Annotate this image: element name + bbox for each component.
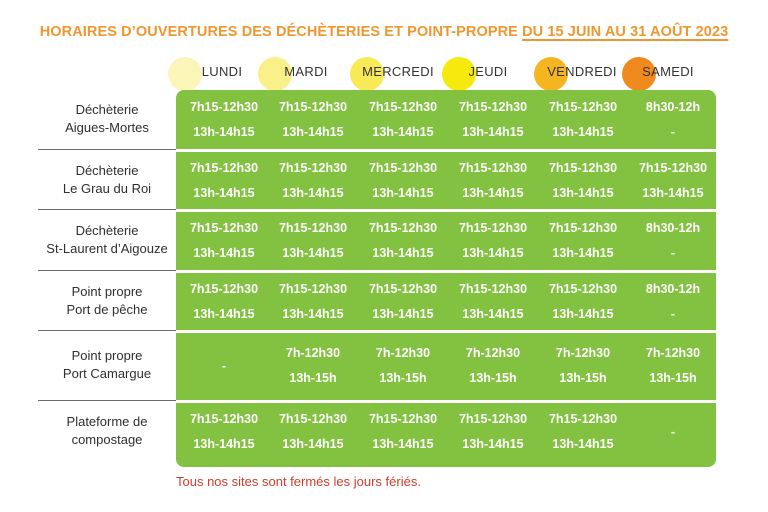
time-slot: 13h-14h15 <box>282 125 344 139</box>
time-slot: 13h-15h <box>649 371 697 385</box>
time-slot: 13h-14h15 <box>462 186 524 200</box>
time-slot: - <box>670 125 676 139</box>
time-slot: 7h15-12h30 <box>458 221 528 235</box>
site-name-line: Le Grau du Roi <box>62 181 152 196</box>
time-slot: 13h-14h15 <box>193 307 255 321</box>
time-slot: 7h-12h30 <box>555 346 611 360</box>
time-slot: 8h30-12h <box>645 100 701 114</box>
row-divider <box>176 149 716 152</box>
time-slot: - <box>221 359 227 373</box>
time-slot: - <box>670 307 676 321</box>
site-name-line: St-Laurent d’Aigouze <box>46 241 168 256</box>
time-slot: 7h15-12h30 <box>278 161 348 175</box>
site-name-line: Plateforme de <box>66 414 148 429</box>
row-divider-line <box>38 149 176 154</box>
site-name <box>38 283 176 319</box>
row-divider-line <box>38 330 176 335</box>
time-slot: 13h-14h15 <box>552 437 614 451</box>
day-label: MERCREDI <box>362 64 434 79</box>
title-prefix: HORAIRES D’OUVERTURES DES DÉCHÈTERIES ET POINT-PROPRE <box>39 24 518 40</box>
time-slot: 13h-14h15 <box>193 246 255 260</box>
time-slot: 7h15-12h30 <box>458 161 528 175</box>
time-slot: 7h15-12h30 <box>548 282 618 296</box>
time-slot: 13h-14h15 <box>462 437 524 451</box>
time-slot: 7h15-12h30 <box>189 100 259 114</box>
time-slot: 7h15-12h30 <box>458 282 528 296</box>
time-slot: 13h-14h15 <box>462 307 524 321</box>
time-slot: 13h-14h15 <box>372 246 434 260</box>
time-slot: 8h30-12h <box>645 221 701 235</box>
time-slot: 13h-14h15 <box>193 186 255 200</box>
day-header-3 <box>444 53 532 89</box>
time-slot: 13h-14h15 <box>462 246 524 260</box>
time-slot: 13h-14h15 <box>552 307 614 321</box>
row-divider-line <box>38 209 176 214</box>
site-name-line: Port de pêche <box>66 302 148 317</box>
time-slot: 13h-14h15 <box>282 307 344 321</box>
time-slot: 13h-14h15 <box>372 437 434 451</box>
closure-note: Tous nos sites sont fermés les jours fériés. <box>176 474 421 489</box>
day-header-0 <box>178 53 266 89</box>
site-name <box>38 222 176 258</box>
time-slot: 13h-14h15 <box>282 246 344 260</box>
site-name <box>38 347 176 383</box>
day-header-5 <box>624 53 712 89</box>
day-label: MARDI <box>284 64 328 79</box>
time-slot: 13h-14h15 <box>372 307 434 321</box>
row-divider <box>176 209 716 212</box>
day-header-4 <box>538 53 626 89</box>
title-period: DU 15 JUIN AU 31 AOÛT 2023 <box>522 24 729 40</box>
site-name-line: Déchèterie <box>75 102 139 117</box>
time-slot: 7h-12h30 <box>465 346 521 360</box>
time-slot: 7h15-12h30 <box>189 282 259 296</box>
time-slot: 7h15-12h30 <box>278 412 348 426</box>
time-slot: 7h15-12h30 <box>368 282 438 296</box>
day-header-2 <box>354 53 442 89</box>
time-slot: 13h-14h15 <box>462 125 524 139</box>
time-slot: 7h15-12h30 <box>189 161 259 175</box>
time-slot: 13h-14h15 <box>642 186 704 200</box>
site-name <box>38 413 176 449</box>
site-name-line: compostage <box>71 432 143 447</box>
time-slot: 7h15-12h30 <box>189 412 259 426</box>
time-slot: 13h-14h15 <box>193 125 255 139</box>
time-slot: 7h15-12h30 <box>368 161 438 175</box>
time-slot: - <box>670 425 676 439</box>
site-name <box>38 101 176 137</box>
site-name <box>38 162 176 198</box>
row-divider <box>176 270 716 273</box>
site-name-line: Aigues-Mortes <box>65 120 149 135</box>
time-slot: 13h-14h15 <box>193 437 255 451</box>
row-divider-line <box>38 400 176 405</box>
time-slot: 13h-15h <box>469 371 517 385</box>
site-name-line: Déchèterie <box>75 163 139 178</box>
time-slot: 7h15-12h30 <box>548 161 618 175</box>
time-slot: 13h-14h15 <box>552 246 614 260</box>
day-label: LUNDI <box>201 64 243 79</box>
row-divider <box>176 330 716 333</box>
row-divider <box>176 400 716 403</box>
time-slot: 7h15-12h30 <box>278 282 348 296</box>
time-slot: 13h-15h <box>379 371 427 385</box>
time-slot: 13h-14h15 <box>372 186 434 200</box>
time-slot: 7h-12h30 <box>645 346 701 360</box>
time-slot: 13h-15h <box>289 371 337 385</box>
row-divider-line <box>38 270 176 275</box>
page-title <box>0 24 768 40</box>
time-slot: 7h15-12h30 <box>548 100 618 114</box>
time-slot: 7h15-12h30 <box>638 161 708 175</box>
time-slot: 7h15-12h30 <box>548 221 618 235</box>
time-slot: 7h15-12h30 <box>368 221 438 235</box>
site-name-line: Port Camargue <box>62 366 152 381</box>
time-slot: 13h-14h15 <box>282 186 344 200</box>
time-slot: 13h-14h15 <box>552 125 614 139</box>
time-slot: 7h15-12h30 <box>368 100 438 114</box>
time-slot: 13h-14h15 <box>552 186 614 200</box>
time-slot: 7h15-12h30 <box>189 221 259 235</box>
site-name-line: Point propre <box>71 284 143 299</box>
time-slot: 7h-12h30 <box>375 346 431 360</box>
day-label: SAMEDI <box>642 64 694 79</box>
time-slot: - <box>670 246 676 260</box>
schedule-panel <box>176 90 716 467</box>
time-slot: 13h-14h15 <box>372 125 434 139</box>
time-slot: 7h15-12h30 <box>458 100 528 114</box>
day-label: VENDREDI <box>547 64 617 79</box>
site-name-line: Point propre <box>71 348 143 363</box>
site-name-line: Déchèterie <box>75 223 139 238</box>
time-slot: 7h15-12h30 <box>278 221 348 235</box>
time-slot: 13h-14h15 <box>282 437 344 451</box>
time-slot: 7h-12h30 <box>285 346 341 360</box>
day-header-1 <box>262 53 350 89</box>
time-slot: 7h15-12h30 <box>278 100 348 114</box>
day-label: JEUDI <box>468 64 508 79</box>
time-slot: 8h30-12h <box>645 282 701 296</box>
time-slot: 13h-15h <box>559 371 607 385</box>
time-slot: 7h15-12h30 <box>458 412 528 426</box>
time-slot: 7h15-12h30 <box>548 412 618 426</box>
time-slot: 7h15-12h30 <box>368 412 438 426</box>
